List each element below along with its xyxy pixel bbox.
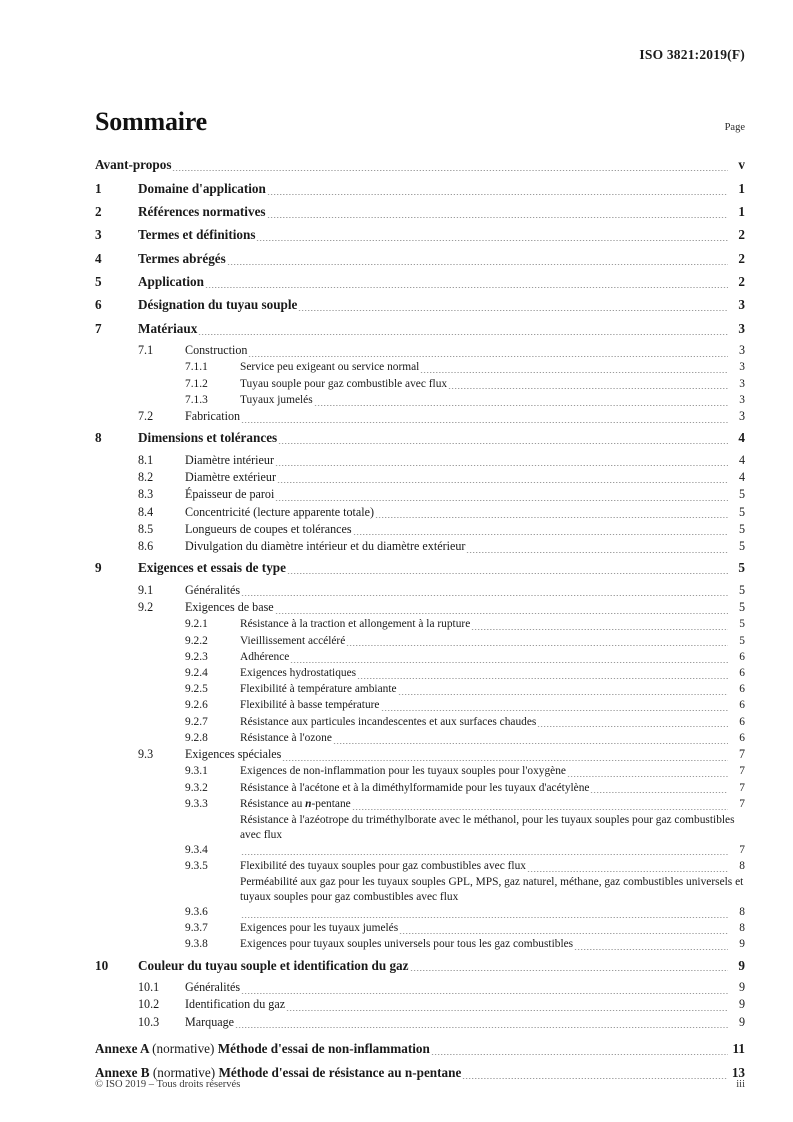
toc-entry-number: 9.2 — [138, 600, 154, 615]
toc-entry-number: 9.2.3 — [185, 650, 208, 663]
toc-entry-7-1-1[interactable] — [95, 360, 745, 375]
dot-leader — [353, 525, 728, 537]
toc-entry-body — [240, 360, 745, 375]
dot-leader — [241, 908, 728, 919]
toc-entry-label: Références normatives — [138, 204, 266, 219]
toc-entry-body — [240, 634, 745, 649]
toc-entry-number: 9.3.8 — [185, 938, 208, 951]
dot-leader — [410, 961, 728, 974]
toc-entry-page: 4 — [738, 469, 745, 484]
dot-leader — [466, 543, 728, 555]
toc-entry-8-1[interactable] — [95, 453, 745, 469]
toc-entry-9-2-2[interactable] — [95, 634, 745, 649]
toc-entry-label: Résistance aux particules incandescentes et aux surfaces chaudes — [240, 715, 537, 728]
dot-leader — [290, 653, 728, 664]
toc-entry-page: 3 — [738, 320, 745, 336]
toc-entry-body — [138, 180, 745, 197]
toc-entry-body — [240, 921, 745, 936]
toc-entry-9-2-1[interactable] — [95, 617, 745, 632]
toc-entry-label: Tuyaux jumelés — [240, 393, 313, 406]
toc-entry-page: 2 — [738, 274, 745, 290]
toc-entry-label: Longueurs de coupes et tolérances — [185, 521, 352, 536]
toc-entry-page: 8 — [739, 922, 745, 935]
toc-entry-number: 8.3 — [138, 487, 154, 502]
dot-leader — [357, 669, 728, 680]
document-header-id: ISO 3821:2019(F) — [639, 47, 745, 62]
toc-entry-label: Vieillissement accéléré — [240, 634, 346, 647]
toc-entry-page: 5 — [739, 634, 745, 647]
dot-leader — [267, 184, 728, 197]
toc-title-row — [95, 107, 745, 137]
toc-entry-body — [185, 487, 745, 503]
toc-entry-body — [185, 583, 745, 599]
dot-leader — [375, 508, 728, 520]
toc-entry-label: Avant-propos — [95, 157, 172, 172]
dot-leader — [286, 1001, 728, 1013]
dot-leader — [205, 277, 728, 290]
dot-leader — [314, 396, 728, 407]
dot-leader — [537, 718, 728, 729]
toc-entry-page: 4 — [738, 452, 745, 467]
toc-entry-7-1-3[interactable] — [95, 393, 745, 408]
toc-entry-number: 7.1.1 — [185, 361, 208, 374]
toc-entry-3[interactable] — [95, 226, 745, 243]
toc-entry-number: 8.4 — [138, 504, 154, 519]
toc-entry-9-3-3[interactable] — [95, 797, 745, 812]
toc-entry-number: 10 — [95, 957, 109, 973]
dot-leader — [448, 380, 728, 391]
toc-entry-page: 3 — [739, 377, 745, 390]
toc-entry-body — [185, 343, 745, 359]
toc-entry-label: Désignation du tuyau souple — [138, 297, 298, 313]
toc-entry-label: Épaisseur de paroi — [185, 487, 275, 502]
toc-entry-10-3[interactable] — [95, 1015, 745, 1031]
toc-entry-page: 5 — [738, 521, 745, 536]
annex-normative-tag: (normative) — [152, 1041, 215, 1057]
toc-entry-8[interactable] — [95, 429, 745, 446]
toc-entry-page: 8 — [739, 859, 745, 872]
toc-entry-number: 9.2.6 — [185, 699, 208, 712]
dot-leader — [241, 586, 728, 598]
toc-entry-body — [138, 250, 745, 267]
toc-entry-body — [185, 409, 745, 425]
toc-entry-body — [240, 393, 745, 408]
toc-entry-body — [240, 377, 745, 392]
toc-entry-number: 10.3 — [138, 1014, 160, 1029]
toc-entry-5[interactable] — [95, 273, 745, 290]
toc-entry-number: 2 — [95, 204, 102, 219]
toc-entry-label: Exigences hydrostatiques — [240, 667, 357, 679]
annex-title: Méthode d'essai de résistance au n-pentane — [218, 1065, 462, 1081]
toc-entry-number: 10.1 — [138, 979, 160, 994]
dot-leader — [298, 300, 728, 313]
toc-entry-9-3-6[interactable] — [95, 875, 745, 919]
toc-entry-label: Dimensions et tolérances — [138, 430, 278, 446]
toc-entry-number: 8.6 — [138, 539, 154, 554]
toc-entry-body — [185, 980, 745, 996]
toc-entry-label: Domaine d'application — [138, 180, 266, 196]
toc-entry-page: 5 — [738, 487, 745, 502]
toc-entry-page: 9 — [739, 938, 745, 951]
toc-entry-label: Exigences pour les tuyaux jumelés — [240, 922, 399, 935]
toc-entry-body — [138, 226, 745, 243]
toc-entry-body — [240, 797, 745, 812]
toc-entry-body — [240, 650, 745, 665]
toc-entry-body — [240, 682, 745, 697]
toc-entry-number: 9 — [95, 560, 102, 576]
toc-entry-number: 9.2.8 — [185, 731, 208, 744]
toc-entry-page: 8 — [739, 905, 745, 918]
toc-entry-9-3[interactable] — [95, 747, 745, 763]
toc-entry-label: Tuyau souple pour gaz combustible avec flux — [240, 377, 448, 390]
toc-entry-body — [185, 522, 745, 538]
toc-entry-page: 5 — [738, 539, 745, 554]
toc-entry-page: 6 — [739, 699, 745, 712]
toc-entry-number: 10.2 — [138, 997, 160, 1012]
toc-entry-body — [240, 875, 745, 919]
toc-entry-label — [95, 1040, 430, 1057]
toc-entry-label: Résistance au n-pentane — [240, 797, 351, 810]
dot-leader — [275, 604, 728, 616]
toc-entry-page: 2 — [738, 227, 745, 243]
toc-entry-9-3-2[interactable] — [95, 781, 745, 796]
toc-entry-page: 3 — [739, 361, 745, 374]
toc-entry-page: 3 — [738, 343, 745, 358]
toc-entry-body — [185, 997, 745, 1013]
dot-leader — [278, 433, 728, 446]
toc-entry-page: 3 — [738, 297, 745, 313]
toc-entry-number: 8.1 — [138, 452, 154, 467]
toc-entry-tail — [240, 843, 745, 858]
toc-entry-number: 9.3.4 — [185, 843, 208, 856]
toc-entry-body — [185, 1015, 745, 1031]
toc-entry-number: 1 — [95, 180, 102, 196]
toc-entry-page: 7 — [739, 797, 745, 810]
toc-entry-label: Résistance à la traction et allongement à la rupture — [240, 618, 471, 631]
toc-entry-number: 5 — [95, 274, 102, 290]
toc-entry-body — [138, 296, 745, 313]
toc-entry-9-3-5[interactable] — [95, 859, 745, 874]
dot-leader — [590, 784, 728, 795]
toc-entry-body — [240, 731, 745, 746]
dot-leader — [256, 230, 728, 243]
toc-entry-number: 9.1 — [138, 582, 154, 597]
toc-entry-body — [240, 764, 745, 779]
toc-entry-label: Diamètre intérieur — [185, 452, 274, 467]
toc-entry-page: 5 — [738, 582, 745, 597]
toc-entry-page: 6 — [739, 667, 745, 679]
toc-entry-label: Identification du gaz — [185, 997, 286, 1012]
toc-entry-number: 4 — [95, 250, 102, 266]
toc-entry-label: Généralités — [185, 582, 241, 597]
toc-entry-number: 7.1 — [138, 343, 154, 358]
toc-entry-2[interactable] — [95, 203, 745, 220]
toc-entry-number: 9.2.7 — [185, 715, 208, 728]
dot-leader — [227, 254, 728, 267]
toc-entry-body — [138, 957, 745, 974]
toc-entry-body — [95, 1040, 745, 1057]
dot-leader — [399, 924, 728, 935]
toc-entry-number: 9.2.1 — [185, 618, 208, 631]
toc-entry-page: 7 — [739, 765, 745, 778]
toc-entry-body — [138, 203, 745, 220]
toc-entry-9-2-8[interactable] — [95, 731, 745, 746]
toc-entry-body — [138, 429, 745, 446]
toc-entry-number: 9.3.3 — [185, 797, 208, 810]
toc-entry-page: 5 — [738, 504, 745, 519]
toc-entry-8-6[interactable] — [95, 539, 745, 555]
page-title: Sommaire — [95, 107, 208, 136]
toc-entry-number: 6 — [95, 297, 102, 313]
toc-entry-page: 9 — [738, 997, 745, 1012]
toc-entry-page: 3 — [738, 409, 745, 424]
dot-leader — [235, 1018, 728, 1030]
toc-entry-page: 11 — [732, 1041, 745, 1057]
toc-entry-10-1[interactable] — [95, 980, 745, 996]
toc-entry-number: 9.2.2 — [185, 634, 208, 647]
toc-entry-number: 8.5 — [138, 521, 154, 536]
dot-leader — [267, 207, 728, 220]
toc-entry-body — [240, 937, 745, 952]
toc-entry-9-1[interactable] — [95, 583, 745, 599]
toc-entry-body — [240, 781, 745, 796]
toc-entry-9-2[interactable] — [95, 600, 745, 616]
toc-entry-9[interactable] — [95, 559, 745, 576]
toc-entry-number: 9.3.7 — [185, 922, 208, 935]
toc-entry-label: Flexibilité à basse température — [240, 699, 380, 712]
toc-entry-label: Flexibilité à température ambiante — [240, 683, 397, 696]
toc-entry-page: 1 — [738, 204, 745, 219]
toc-entry-page: 6 — [739, 683, 745, 696]
toc-entry-body — [185, 539, 745, 555]
toc-entry-9-3-8[interactable] — [95, 937, 745, 952]
toc-entry-page: 7 — [739, 843, 745, 856]
dot-leader — [420, 364, 728, 375]
toc-entry-9-2-5[interactable] — [95, 682, 745, 697]
dot-leader — [172, 160, 728, 173]
toc-entry-number: 7.1.2 — [185, 377, 208, 390]
toc-entry-page: 7 — [739, 781, 745, 794]
toc-entry-label: Marquage — [185, 1014, 235, 1029]
dot-leader — [333, 734, 728, 745]
toc-entry-label: Généralités — [185, 979, 241, 994]
page-number: iii — [736, 1079, 745, 1090]
toc-entry-page: 2 — [738, 250, 745, 266]
dot-leader — [352, 800, 728, 811]
dot-leader — [567, 768, 728, 779]
toc-entry-body — [240, 666, 745, 681]
toc-entry-label: Flexibilité des tuyaux souples pour gaz combustibles avec flux — [240, 859, 526, 872]
toc-entry-label: Concentricité (lecture apparente totale) — [185, 504, 375, 519]
toc-entry-label: Exigences et essais de type — [138, 560, 286, 576]
toc-entry-page: 5 — [738, 600, 745, 615]
dot-leader — [431, 1044, 728, 1057]
toc-entry-page: 6 — [739, 650, 745, 663]
toc-entry-label: Exigences pour tuyaux souples universels pour tous les gaz combustibles — [240, 938, 574, 951]
toc-entry-number: 7 — [95, 320, 102, 336]
toc-entry-body — [185, 505, 745, 521]
dot-leader — [287, 563, 728, 576]
dot-leader — [282, 751, 728, 763]
toc-entry-9-3-1[interactable] — [95, 764, 745, 779]
toc-entry-tail — [240, 905, 745, 920]
toc-entry-8-3[interactable] — [95, 487, 745, 503]
copyright-notice: © ISO 2019 – Tous droits réservés — [95, 1079, 241, 1090]
toc-entry-label: Diamètre extérieur — [185, 469, 276, 484]
toc-entry-page: 5 — [739, 618, 745, 631]
dot-leader — [277, 474, 728, 486]
toc-entry-number: 9.3 — [138, 747, 154, 762]
toc-entry-body — [240, 715, 745, 730]
toc-entry-label: Exigences de non-inflammation pour les tuyaux souples pour l'oxygène — [240, 765, 566, 778]
toc-entry-label: Résistance à l'acétone et à la diméthylformamide pour les tuyaux d'acétylène — [240, 781, 590, 794]
toc-entry-body — [240, 859, 745, 874]
dot-leader — [527, 862, 728, 873]
dot-leader — [241, 984, 728, 996]
toc-entry-page: 3 — [739, 393, 745, 406]
toc-entry-label: Adhérence — [240, 650, 290, 663]
annex-label: Annexe B — [95, 1065, 150, 1081]
toc-entry-number: 7.1.3 — [185, 393, 208, 406]
annex-label: Annexe A — [95, 1041, 149, 1057]
annex-title: Méthode d'essai de non-inflammation — [217, 1041, 430, 1057]
toc-entry-page: 9 — [738, 957, 745, 973]
toc-entry-label: Couleur du tuyau souple et identification du gaz — [138, 957, 409, 973]
toc-entry-page: 7 — [738, 747, 745, 762]
toc-entry-page: 5 — [738, 560, 745, 576]
dot-leader — [241, 846, 728, 857]
toc-entry-label: Exigences spéciales — [185, 747, 282, 762]
toc-entry-7-1[interactable] — [95, 343, 745, 359]
toc-entry-7-1-2[interactable] — [95, 377, 745, 392]
toc-entry-label: Service peu exigeant ou service normal — [240, 361, 420, 374]
dot-leader — [471, 621, 728, 632]
toc-entry-8-5[interactable] — [95, 522, 745, 538]
table-of-contents — [95, 156, 745, 1089]
toc-entry-page: 9 — [738, 979, 745, 994]
toc-entry-page: 4 — [738, 430, 745, 446]
toc-entry-1[interactable] — [95, 180, 745, 197]
toc-entry-annexe-a[interactable] — [95, 1040, 745, 1057]
toc-entry-number: 7.2 — [138, 409, 154, 424]
toc-entry-4[interactable] — [95, 250, 745, 267]
toc-entry-page: 6 — [739, 715, 745, 728]
annex-normative-tag: (normative) — [152, 1065, 216, 1081]
toc-entry-body — [185, 470, 745, 486]
toc-entry-7[interactable] — [95, 320, 745, 337]
toc-entry-label: Perméabilité aux gaz pour les tuyaux souples GPL, MPS, gaz naturel, méthane, gaz combustibles universels et tuyaux souples pour gaz combustibles avec flux — [240, 876, 744, 903]
toc-entry-body — [240, 813, 745, 857]
toc-entry-body — [185, 453, 745, 469]
toc-entry-9-3-7[interactable] — [95, 921, 745, 936]
toc-entry-8-2[interactable] — [95, 470, 745, 486]
dot-leader — [398, 686, 728, 697]
page-column-header: Page — [724, 122, 745, 133]
toc-entry-9-2-7[interactable] — [95, 715, 745, 730]
toc-entry-body — [138, 320, 745, 337]
toc-entry-label: Divulgation du diamètre intérieur et du diamètre extérieur — [185, 539, 466, 554]
toc-entry-7-2[interactable] — [95, 409, 745, 425]
dot-leader — [574, 941, 728, 952]
toc-entry-number: 9.2.5 — [185, 683, 208, 696]
toc-entry-body — [138, 559, 745, 576]
toc-entry-body — [138, 273, 745, 290]
toc-entry-body — [240, 617, 745, 632]
toc-entry-number: 8 — [95, 430, 102, 446]
dot-leader — [275, 491, 728, 503]
toc-entry-6[interactable] — [95, 296, 745, 313]
dot-leader — [241, 413, 728, 425]
toc-entry-label: Matériaux — [138, 320, 198, 336]
toc-entry-label: Fabrication — [185, 409, 241, 424]
toc-entry-avant-propos[interactable] — [95, 156, 745, 173]
page-footer — [95, 1079, 745, 1090]
toc-entry-page: 6 — [739, 731, 745, 744]
toc-entry-10[interactable] — [95, 957, 745, 974]
toc-entry-9-2-6[interactable] — [95, 698, 745, 713]
toc-entry-label: Construction — [185, 343, 248, 358]
toc-entry-body — [95, 156, 745, 173]
toc-entry-body — [240, 698, 745, 713]
dot-leader — [381, 702, 729, 713]
toc-entry-number: 9.3.6 — [185, 905, 208, 918]
dot-leader — [346, 637, 728, 648]
toc-entry-number: 8.2 — [138, 469, 154, 484]
toc-entry-page: 9 — [738, 1014, 745, 1029]
toc-entry-page: 1 — [738, 180, 745, 196]
toc-entry-body — [185, 600, 745, 616]
toc-entry-9-2-3[interactable] — [95, 650, 745, 665]
toc-entry-page: v — [738, 157, 745, 172]
toc-entry-8-4[interactable] — [95, 505, 745, 521]
toc-entry-label: Exigences de base — [185, 600, 274, 615]
toc-entry-label: Application — [138, 274, 204, 290]
toc-entry-label: Termes abrégés — [138, 250, 226, 266]
dot-leader — [275, 456, 728, 468]
toc-entry-label: Résistance à l'azéotrope du triméthylborate avec le méthanol, pour les tuyaux souples pour gaz combustibles avec flux — [240, 814, 735, 841]
toc-entry-9-2-4[interactable] — [95, 666, 745, 681]
toc-entry-page: 13 — [731, 1065, 745, 1081]
toc-entry-number: 9.3.5 — [185, 859, 208, 872]
dot-leader — [248, 347, 728, 359]
toc-entry-10-2[interactable] — [95, 997, 745, 1013]
toc-entry-number: 3 — [95, 227, 102, 243]
toc-entry-number: 9.3.1 — [185, 765, 208, 778]
toc-entry-number: 9.3.2 — [185, 781, 208, 794]
toc-entry-number: 9.2.4 — [185, 667, 208, 679]
toc-entry-label: Résistance à l'ozone — [240, 731, 332, 744]
toc-entry-9-3-4[interactable] — [95, 813, 745, 857]
toc-entry-label: Termes et définitions — [138, 227, 256, 243]
dot-leader — [198, 324, 728, 337]
toc-entry-body — [185, 747, 745, 763]
